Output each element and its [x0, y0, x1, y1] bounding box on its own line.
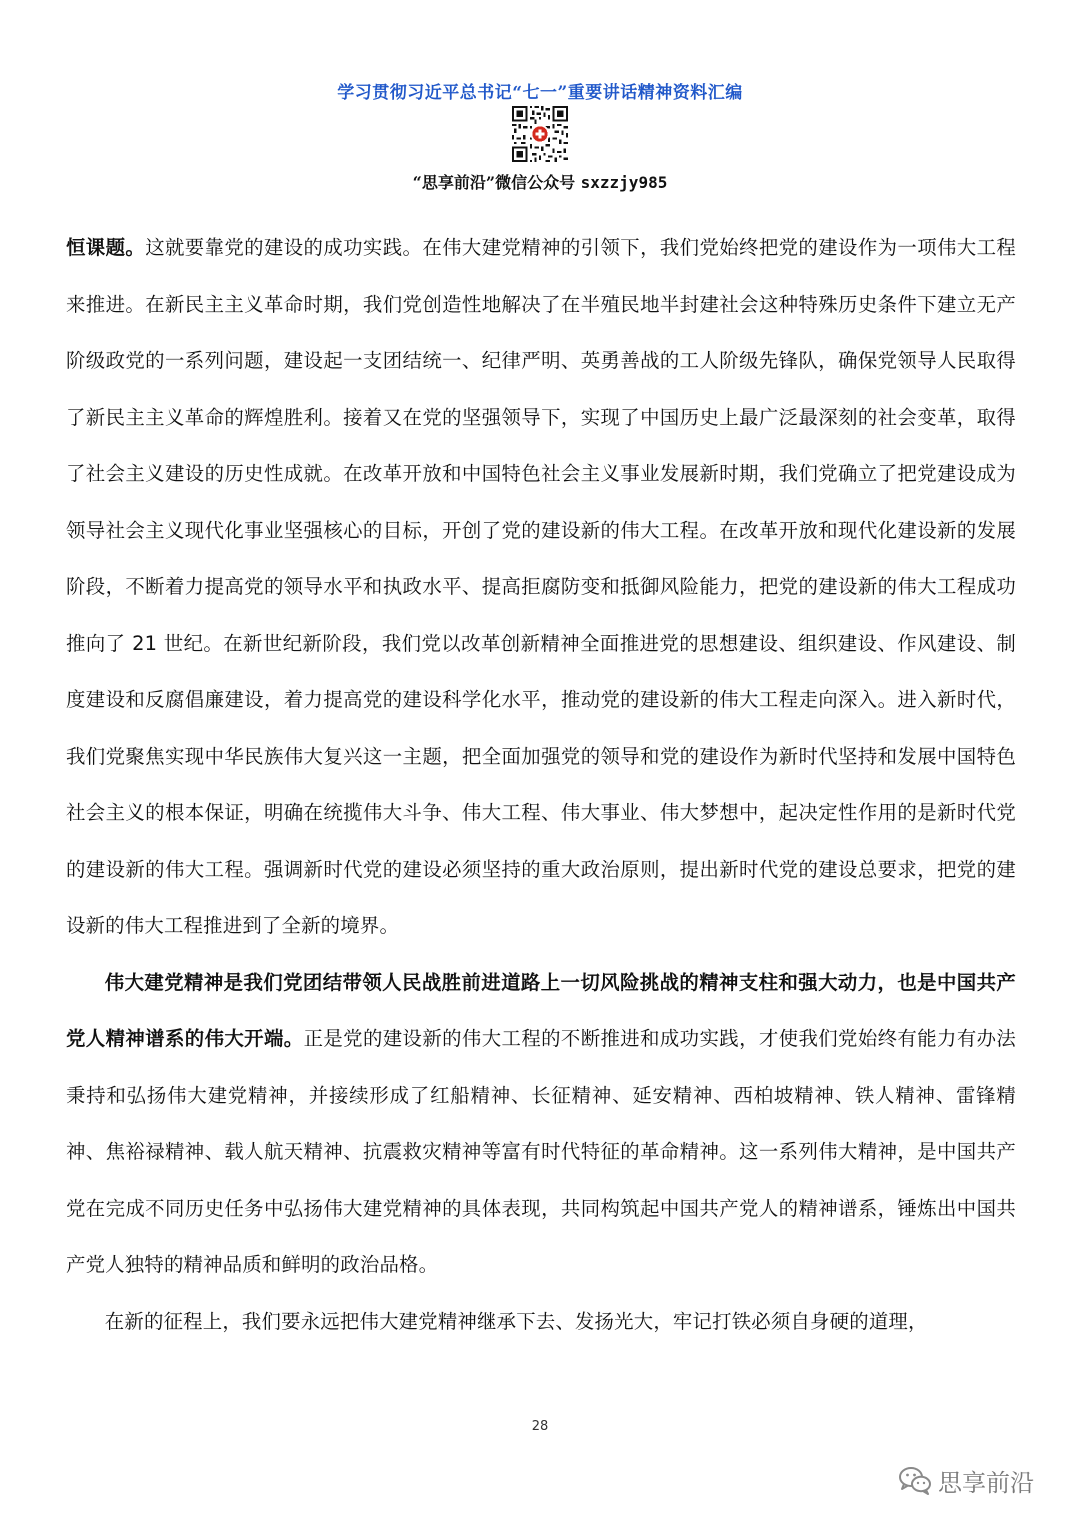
page-number: 28	[531, 1419, 549, 1434]
watermark-text: 思享前沿	[938, 1468, 1034, 1497]
paragraph-1-lead: 恒课题。	[66, 236, 146, 259]
paragraph-2-text: 正是党的建设新的伟大工程的不断推进和成功实践，才使我们党始终有能力有办法秉持和弘扬伟大建党精神，并接续形成了红船精神、长征精神、延安精神、西柏坡精神、铁人精神、雷锋精神、焦裕禄精神、载人航天精神、抗震救灾精神等富有时代特征的革命精神。这一系列伟大精神，是中国共产党在完成不同历史任务中弘扬伟大建党精神的具体表现，共同构筑起中国共产党人的精神谱系，锤炼出中国共产党人独特的精神品质和鲜明的政治品格。	[66, 1027, 1017, 1276]
document-header-title: 学习贯彻习近平总书记“七一”重要讲话精神资料汇编	[337, 83, 743, 103]
wechat-icon	[898, 1465, 932, 1495]
paragraph-2	[66, 955, 1016, 1294]
paragraph-1-text: 这就要靠党的建设的成功实践。在伟大建党精神的引领下，我们党始终把党的建设作为一项伟大工程来推进。在新民主主义革命时期，我们党创造性地解决了在半殖民地半封建社会这种特殊历史条件下建立无产阶级政党的一系列问题，建设起一支团结统一、纪律严明、英勇善战的工人阶级先锋队，确保党领导人民取得了新民主主义革命的辉煌胜利。接着又在党的坚强领导下，实现了中国历史上最广泛最深刻的社会变革，取得了社会主义建设的历史性成就。在改革开放和中国特色社会主义事业发展新时期，我们党确立了把党建设成为领导社会主义现代化事业坚强核心的目标，开创了党的建设新的伟大工程。在改革开放和现代化建设新的发展阶段，不断着力提高党的领导水平和执政水平、提高拒腐防变和抵御风险能力，把党的建设新的伟大工程成功推向了 21 世纪。在新世纪新阶段，我们党以改革创新精神全面推进党的思想建设、组织建设、作风建设、制度建设和反腐倡廉建设，着力提高党的建设科学化水平，推动党的建设新的伟大工程走向深入。进入新时代，我们党聚焦实现中华民族伟大复兴这一主题，把全面加强党的领导和党的建设作为新时代坚持和发展中国特色社会主义的根本保证，明确在统揽伟大斗争、伟大工程、伟大事业、伟大梦想中，起决定性作用的是新时代党的建设新的伟大工程。强调新时代党的建设必须坚持的重大政治原则，提出新时代党的建设总要求，把党的建设新的伟大工程推进到了全新的境界。	[66, 236, 1016, 937]
article-body	[66, 220, 1016, 1350]
account-label: “思享前沿”微信公众号	[412, 173, 581, 192]
paragraph-2-lead: 伟大建党精神是我们党团结带领人民战胜前进道路上一切风险挑战的精神支柱和强大动力，也是中国共产党人精神谱系的伟大开端。	[66, 970, 1016, 1050]
paragraph-3-text: 在新的征程上，我们要永远把伟大建党精神继承下去、发扬光大，牢记打铁必须自身硬的道理，	[104, 1309, 928, 1333]
paragraph-1	[66, 220, 1016, 955]
wechat-watermark	[898, 1462, 1034, 1498]
paragraph-3	[66, 1294, 1016, 1351]
wechat-account-line	[0, 170, 1080, 193]
qr-code-icon	[512, 106, 568, 162]
account-handle: sxzzjy985	[580, 173, 668, 192]
